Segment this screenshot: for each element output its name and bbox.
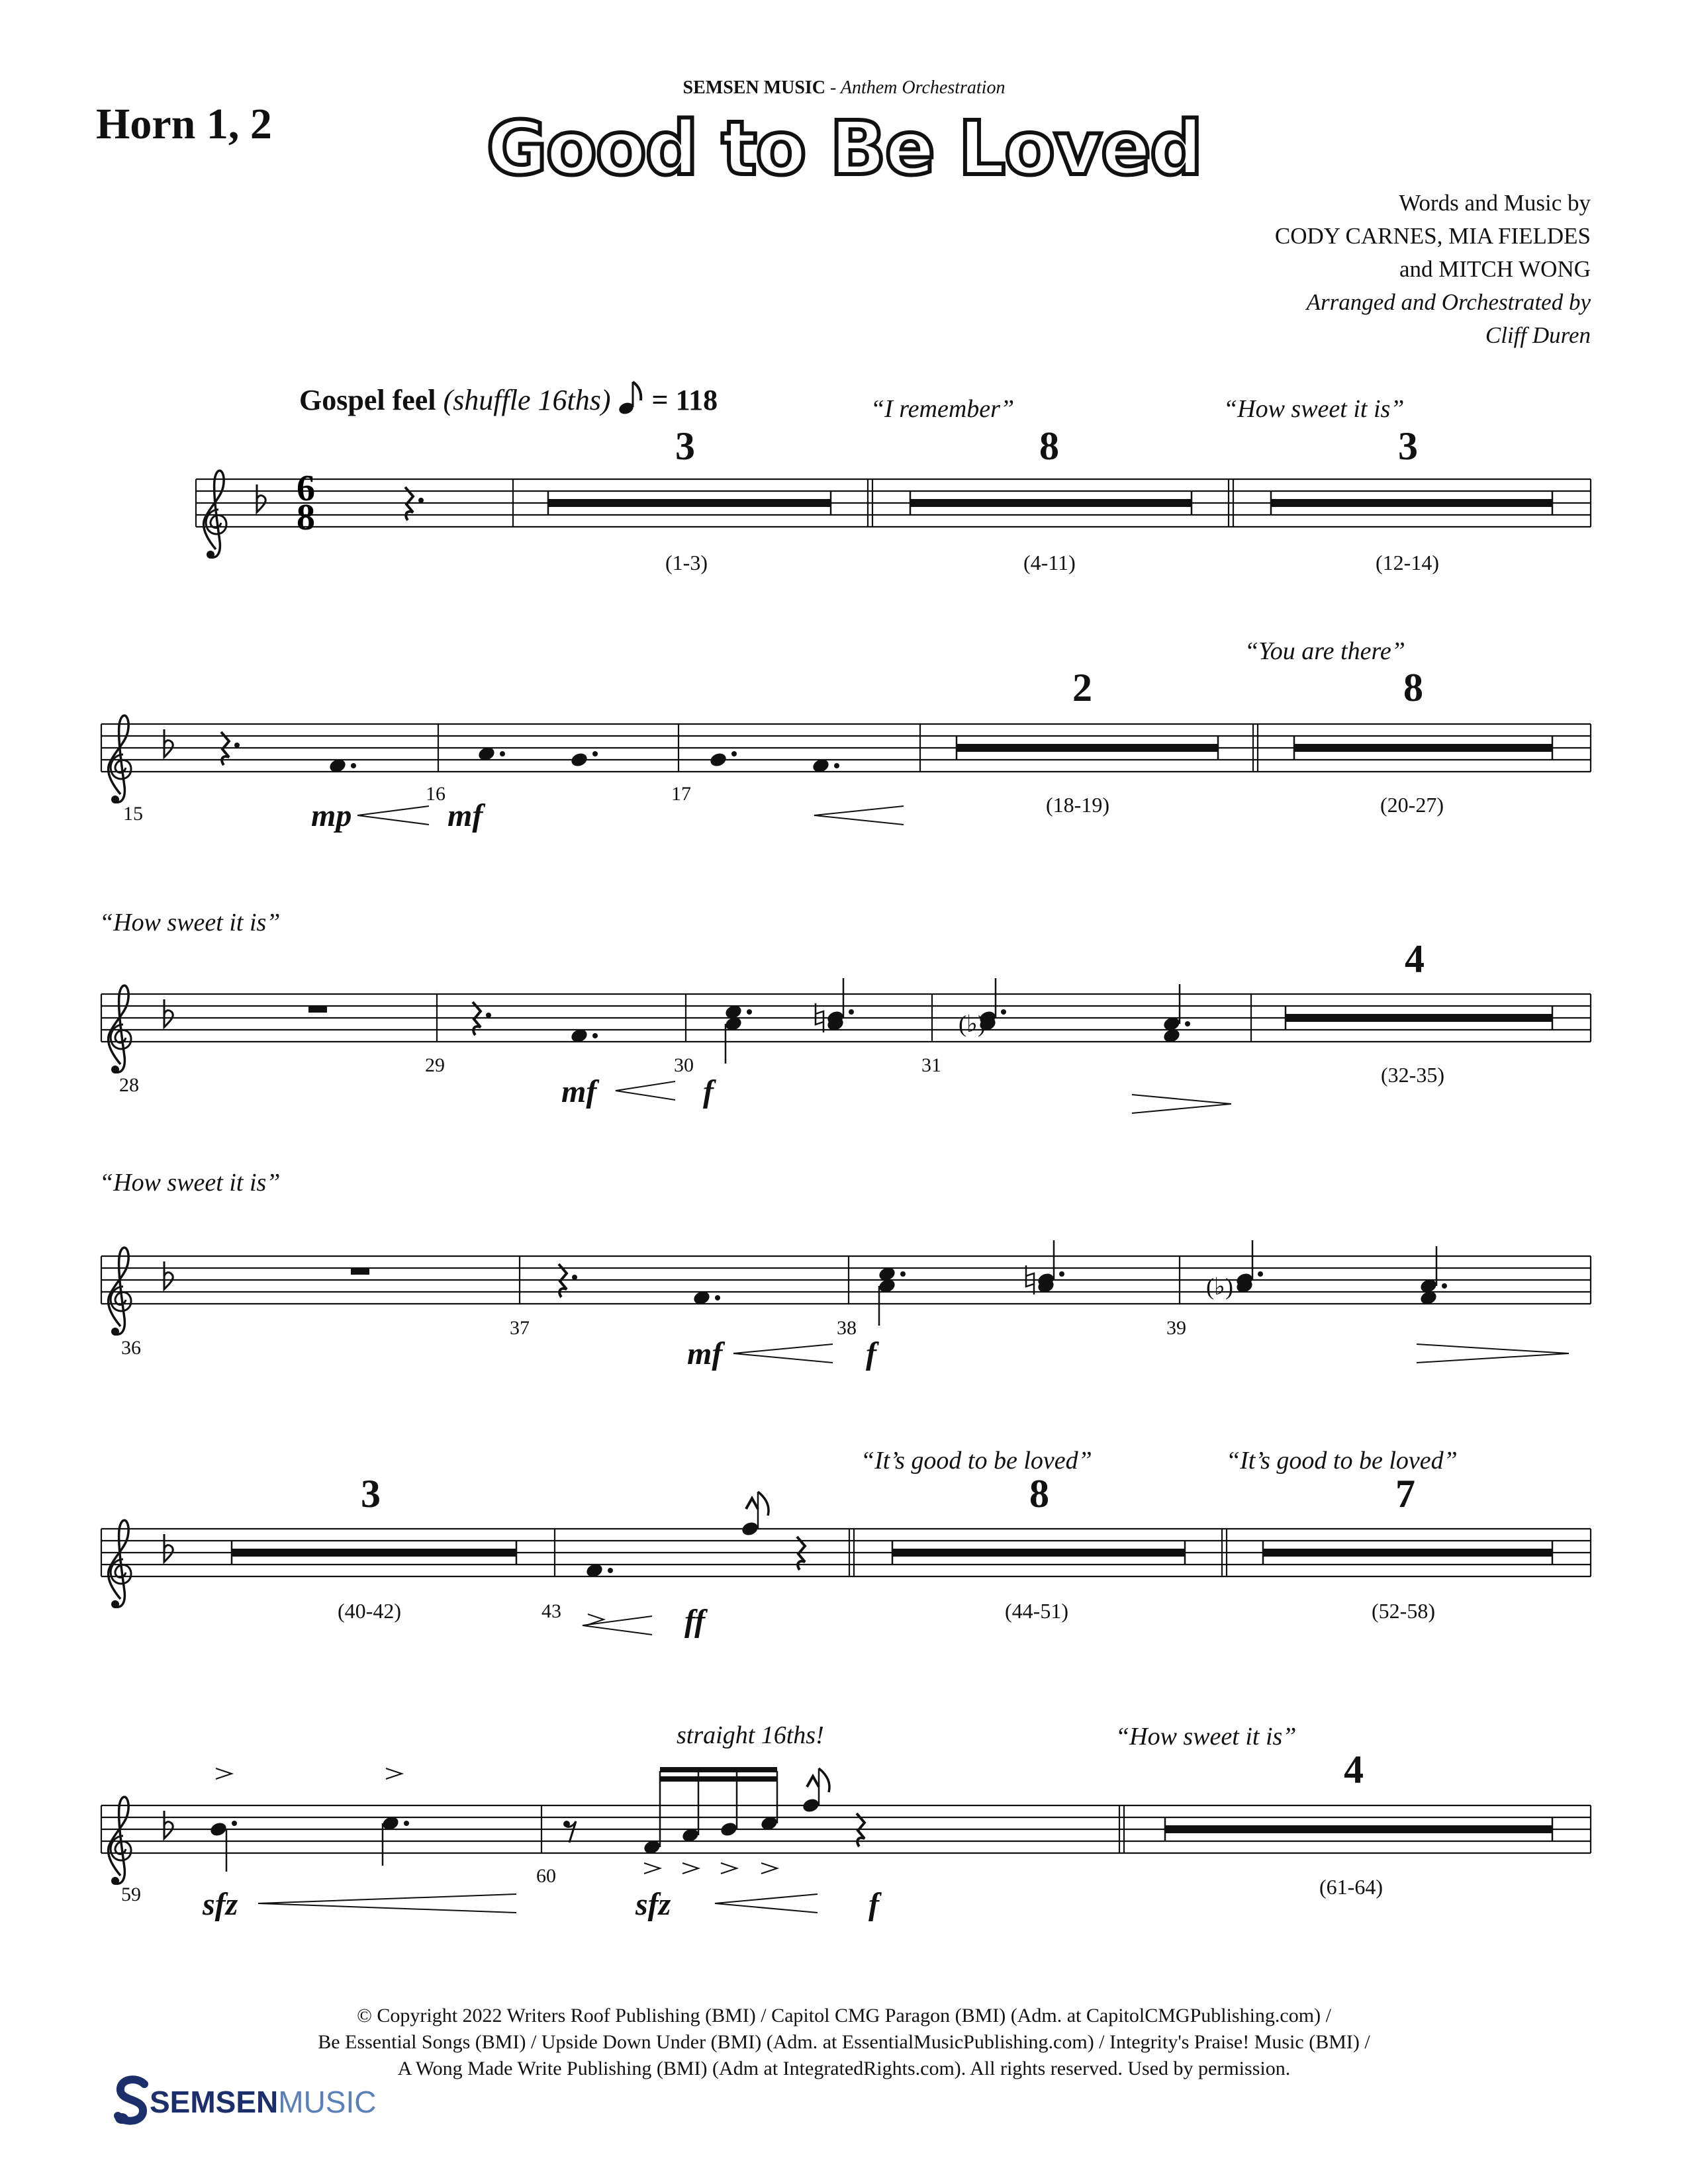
dynamic-mark: sfz xyxy=(203,1887,238,1922)
marcato-mark xyxy=(746,1498,758,1509)
multirest-bar xyxy=(1263,1549,1552,1557)
multirest-bar xyxy=(548,499,831,507)
note-flag xyxy=(758,1492,769,1516)
note-head xyxy=(570,751,589,768)
augmentation-dot xyxy=(592,751,598,756)
augmentation-dot xyxy=(404,1821,409,1826)
copyright-line: Be Essential Songs (BMI) / Upside Down Under (BMI) (Adm. at EssentialMusicPublishing.com) / Integrity's Praise! Music (BMI) / xyxy=(318,2031,1370,2053)
augmentation-dot xyxy=(500,751,505,756)
multirest-count: 4 xyxy=(1344,1748,1364,1792)
dynamic-mark: ff xyxy=(684,1604,706,1639)
dynamic-mark: mp xyxy=(311,798,352,833)
copyright-notice xyxy=(0,2003,1688,2082)
accent-mark xyxy=(644,1863,660,1874)
multirest-bar xyxy=(1294,744,1552,752)
multirest-range: (1-3) xyxy=(665,551,708,574)
bar-number: 38 xyxy=(837,1317,857,1339)
tempo-value: = 118 xyxy=(651,384,718,416)
bar-number: 43 xyxy=(541,1600,561,1622)
lyric-cue: “How sweet it is” xyxy=(1223,395,1405,423)
credits-line: Arranged and Orchestrated by xyxy=(1306,289,1591,315)
augmentation-dot xyxy=(608,1568,613,1573)
multirest-range: (20-27) xyxy=(1380,793,1444,817)
marcato-mark xyxy=(807,1776,819,1787)
courtesy-accidental: (♭) xyxy=(959,1011,986,1037)
augmentation-dot xyxy=(715,1295,720,1300)
augmentation-dot xyxy=(351,763,356,768)
credits-line: Cliff Duren xyxy=(1485,322,1591,348)
lyric-cue: “It’s good to be loved” xyxy=(861,1447,1092,1475)
bar-number: 39 xyxy=(1166,1317,1186,1339)
multirest-range: (4-11) xyxy=(1023,551,1076,574)
augmentation-dot xyxy=(486,1013,491,1018)
semsen-logo-text xyxy=(150,2084,377,2120)
augmentation-dot xyxy=(1001,1009,1006,1015)
lyric-cue: “How sweet it is” xyxy=(99,1169,281,1197)
lyric-cue: “I remember” xyxy=(870,395,1015,423)
crescendo-hairpin xyxy=(583,1616,652,1635)
multirest-count: 3 xyxy=(361,1472,381,1516)
series-name: - Anthem Orchestration xyxy=(830,77,1006,98)
whole-rest xyxy=(308,1006,327,1013)
augmentation-dot xyxy=(900,1271,906,1277)
multirest-bar xyxy=(910,499,1192,507)
augmentation-dot xyxy=(592,1033,598,1038)
augmentation-dot xyxy=(849,1009,854,1015)
semsen-logo xyxy=(113,2075,377,2128)
crescendo-hairpin xyxy=(715,1894,818,1913)
multirest-count: 7 xyxy=(1395,1472,1415,1516)
multirest-count: 8 xyxy=(1403,666,1423,709)
bar-number: 16 xyxy=(426,783,445,805)
note-flag xyxy=(819,1768,829,1792)
dynamic-mark: f xyxy=(703,1074,714,1109)
augmentation-dot xyxy=(1442,1283,1447,1289)
bar-number: 17 xyxy=(671,783,691,805)
dynamic-mark: f xyxy=(868,1887,879,1922)
accent-mark xyxy=(761,1863,777,1874)
lyric-cue: “How sweet it is” xyxy=(1115,1723,1297,1751)
publisher-name: SEMSEN MUSIC xyxy=(682,77,826,98)
multirest-count: 2 xyxy=(1072,666,1092,709)
courtesy-accidental: (♭) xyxy=(1206,1273,1233,1300)
multirest-bar xyxy=(1286,1014,1552,1022)
bar-number: 30 xyxy=(674,1054,694,1076)
augmentation-dot xyxy=(1059,1271,1064,1277)
multirest-bar xyxy=(957,744,1218,752)
augmentation-dot xyxy=(1185,1021,1190,1026)
note-head xyxy=(802,1797,821,1814)
note-head xyxy=(741,1520,760,1537)
crescendo-hairpin xyxy=(814,806,904,825)
credits-line: Words and Music by xyxy=(1399,190,1591,216)
multirest-count: 3 xyxy=(1398,424,1418,468)
crescendo-hairpin xyxy=(258,1894,516,1913)
multirest-count: 8 xyxy=(1039,424,1059,468)
note-head xyxy=(709,751,728,768)
expression-text: straight 16ths! xyxy=(677,1721,824,1749)
note-head xyxy=(209,1821,228,1838)
decrescendo-hairpin xyxy=(1132,1095,1231,1113)
eighth-rest-icon xyxy=(563,1821,576,1843)
crescendo-hairpin xyxy=(357,806,429,825)
dynamic-mark: mf xyxy=(561,1074,597,1109)
multirest-range: (40-42) xyxy=(338,1599,401,1623)
copyright-line: A Wong Made Write Publishing (BMI) (Adm at IntegratedRights.com). All rights reserved. Used by permission. xyxy=(397,2058,1291,2079)
key-flat-icon xyxy=(164,1811,173,1839)
part-name: Horn 1, 2 xyxy=(96,100,272,148)
bar-number: 36 xyxy=(121,1337,141,1359)
whole-rest xyxy=(351,1268,369,1275)
dynamic-mark: f xyxy=(866,1336,876,1371)
lyric-cue: “You are there” xyxy=(1244,637,1405,665)
logo-word: SEMSEN xyxy=(150,2085,279,2119)
augmentation-dot xyxy=(747,1009,752,1015)
bar-number: 37 xyxy=(510,1317,530,1339)
note-beam xyxy=(660,1767,777,1772)
augmentation-dot xyxy=(232,1821,237,1826)
dynamic-mark: mf xyxy=(687,1336,723,1371)
multirest-bar xyxy=(1165,1825,1552,1833)
note-beam xyxy=(660,1776,777,1782)
bar-number: 59 xyxy=(121,1884,141,1905)
credits-line: CODY CARNES, MIA FIELDES xyxy=(1274,223,1591,249)
multirest-count: 4 xyxy=(1405,937,1425,981)
accent-mark xyxy=(216,1768,232,1779)
bar-number: 60 xyxy=(536,1865,556,1887)
augmentation-dot xyxy=(731,751,737,756)
augmentation-dot xyxy=(834,763,839,768)
time-signature-den: 8 xyxy=(297,497,315,538)
bar-number: 15 xyxy=(123,803,143,825)
decrescendo-hairpin xyxy=(1417,1344,1569,1363)
bar-number: 28 xyxy=(119,1074,139,1096)
key-flat-icon xyxy=(257,484,265,512)
multirest-count: 3 xyxy=(675,424,695,468)
crescendo-hairpin xyxy=(733,1344,833,1363)
multirest-bar xyxy=(1271,499,1552,507)
multirest-range: (44-51) xyxy=(1005,1599,1068,1623)
multirest-count: 8 xyxy=(1029,1472,1049,1516)
tempo-style: Gospel feel xyxy=(299,384,436,416)
bar-number: 31 xyxy=(921,1054,941,1076)
key-flat-icon xyxy=(164,999,173,1027)
logo-word: MUSIC xyxy=(278,2085,377,2119)
multirest-range: (32-35) xyxy=(1381,1063,1444,1087)
multirest-range: (61-64) xyxy=(1319,1875,1383,1899)
accent-mark xyxy=(386,1768,402,1779)
dynamic-mark: sfz xyxy=(635,1887,671,1922)
key-flat-icon xyxy=(164,729,173,757)
crescendo-hairpin xyxy=(616,1081,675,1100)
accent-mark xyxy=(682,1863,698,1874)
time-signature-num: 6 xyxy=(297,468,315,509)
key-flat-icon xyxy=(164,1534,173,1562)
multirest-range: (12-14) xyxy=(1376,551,1439,574)
augmentation-dot xyxy=(234,743,240,748)
multirest-bar xyxy=(892,1549,1185,1557)
note-head xyxy=(720,1821,739,1838)
augmentation-dot xyxy=(1258,1271,1263,1277)
augmentation-dot xyxy=(572,1275,577,1280)
tempo-feel: (shuffle 16ths) xyxy=(443,384,611,416)
multirest-bar xyxy=(232,1549,516,1557)
dynamic-mark: mf xyxy=(447,798,483,833)
semsen-logo-icon xyxy=(113,2075,152,2128)
lyric-cue: “How sweet it is” xyxy=(99,909,281,936)
accent-mark xyxy=(721,1863,737,1874)
copyright-line: © Copyright 2022 Writers Roof Publishing (BMI) / Capitol CMG Paragon (BMI) (Adm. at CapitolCMGPublishing.com) / xyxy=(357,2005,1331,2026)
key-flat-icon xyxy=(164,1261,173,1289)
multirest-range: (18-19) xyxy=(1046,793,1109,817)
lyric-cue: “It’s good to be loved” xyxy=(1226,1447,1458,1475)
credits-line: and MITCH WONG xyxy=(1399,256,1591,282)
bar-number: 29 xyxy=(425,1054,445,1076)
multirest-range: (52-58) xyxy=(1372,1599,1435,1623)
song-title: Good to Be Loved xyxy=(486,106,1202,192)
augmentation-dot xyxy=(418,498,424,503)
